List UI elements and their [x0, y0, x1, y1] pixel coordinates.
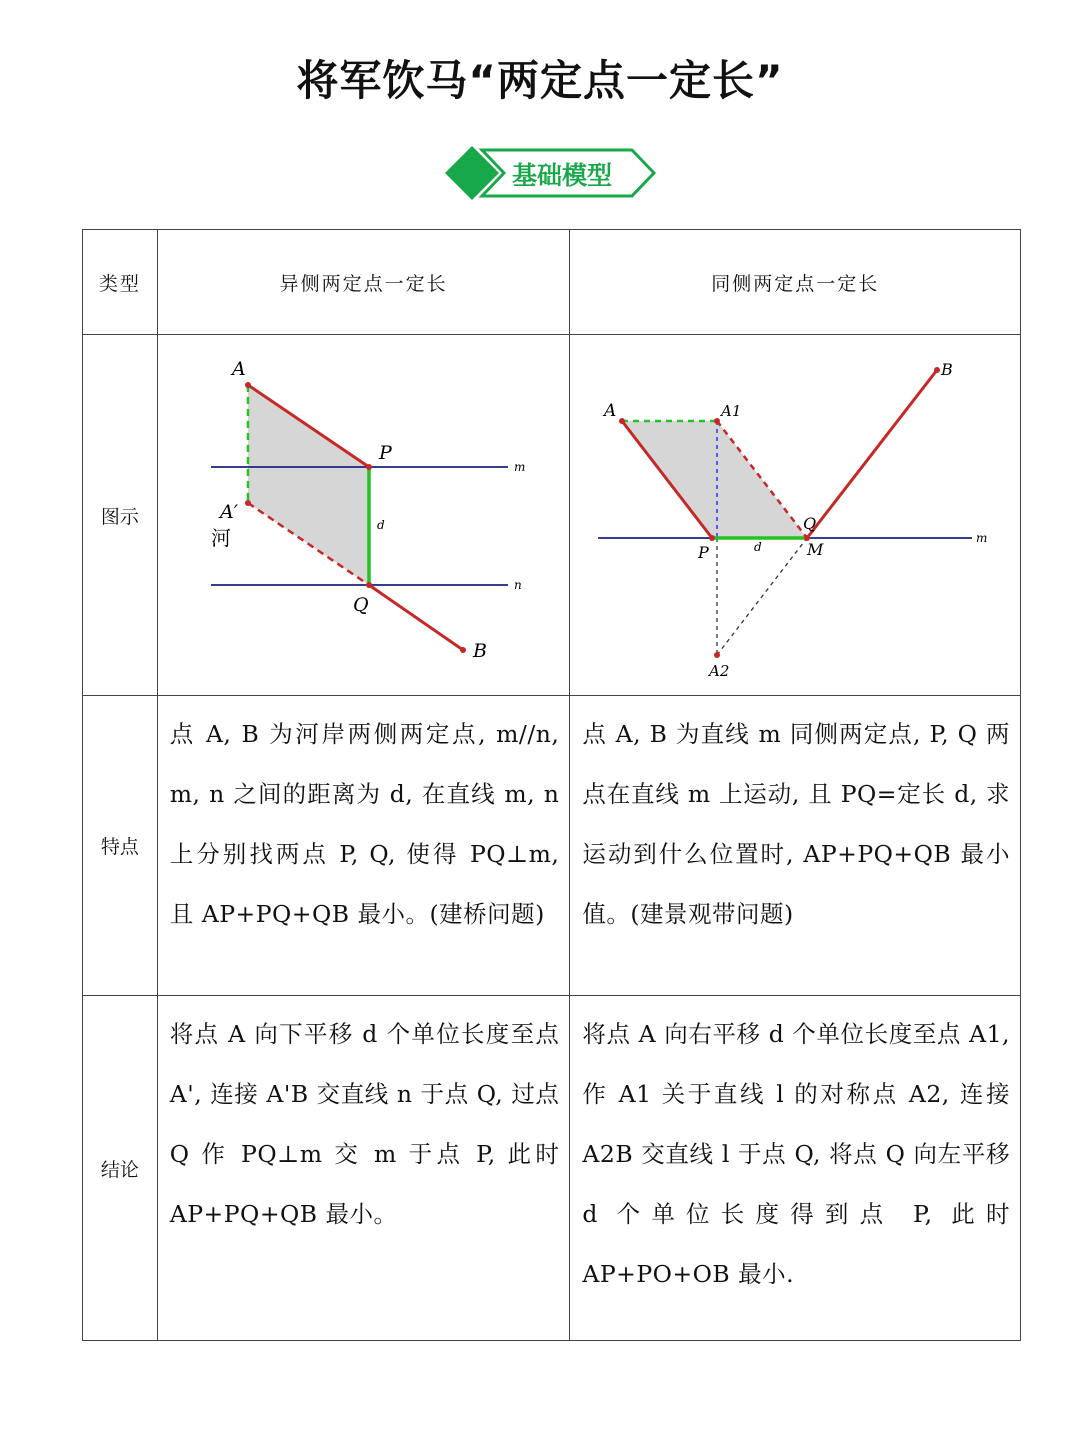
label-Q: Q	[352, 594, 369, 616]
diagram-right-cell	[570, 335, 1021, 696]
table-row-feature	[83, 696, 1021, 996]
label-d: d	[376, 518, 385, 532]
point-P	[709, 535, 715, 541]
row-label-diagram: 图示	[83, 335, 158, 696]
point-A	[245, 382, 251, 388]
feature-text-right: 点 A, B 为直线 m 同侧两定点, P, Q 两点在直线 m 上运动, 且 PQ=定长 d, 求运动到什么位置时, AP+PQ+QB 最小值。(建景观带问题)	[570, 696, 1021, 996]
label-A2: A2	[709, 662, 730, 680]
point-B	[460, 647, 466, 653]
label-B: B	[472, 640, 487, 662]
segment-QB	[369, 585, 463, 650]
label-P: P	[698, 543, 710, 562]
shaded-parallelogram	[622, 421, 807, 538]
label-B: B	[941, 360, 954, 379]
label-n: n	[513, 578, 522, 592]
row-label-conclusion: 结论	[83, 996, 158, 1341]
label-A: A	[604, 401, 617, 421]
row-label-feature: 特点	[83, 696, 158, 996]
label-d: d	[754, 540, 763, 554]
section-badge-label: 基础模型	[512, 161, 613, 190]
conclusion-text-left: 将点 A 向下平移 d 个单位长度至点 A', 连接 A'B 交直线 n 于点 Q, 过点 Q 作 PQ⊥m 交 m 于点 P, 此时 AP+PQ+QB 最小。	[157, 996, 570, 1341]
label-river: 河	[210, 526, 231, 550]
green-diamond-icon	[445, 146, 499, 200]
point-A	[619, 418, 625, 424]
point-A-prime	[245, 500, 251, 506]
label-P: P	[378, 442, 392, 464]
shaded-parallelogram	[248, 385, 369, 585]
header-type: 类型	[83, 230, 158, 335]
label-m: m	[513, 460, 526, 474]
label-Q: Q	[803, 514, 817, 533]
label-A: A	[231, 358, 246, 380]
label-A1: A1	[721, 402, 742, 420]
table-row-diagram	[83, 335, 1021, 696]
diagram-same-side	[570, 335, 1020, 695]
header-same-side: 同侧两定点一定长	[570, 230, 1021, 335]
header-opposite-side: 异侧两定点一定长	[157, 230, 570, 335]
segment-A2-Q	[717, 538, 807, 655]
point-Q	[366, 582, 372, 588]
diagram-opposite-side	[158, 335, 567, 695]
point-A2	[714, 652, 720, 658]
table-row-conclusion	[83, 996, 1021, 1341]
page-title: 将军饮马“两定点一定长”	[296, 56, 784, 105]
model-table	[82, 229, 1021, 1341]
point-A1	[714, 418, 720, 424]
feature-text-left: 点 A, B 为河岸两侧两定点, m//n, m, n 之间的距离为 d, 在直线 m, n 上分别找两点 P, Q, 使得 PQ⊥m, 且 AP+PQ+QB 最小。(建桥问题)	[157, 696, 570, 996]
label-m: m	[976, 531, 988, 545]
diagram-left-cell	[157, 335, 570, 696]
point-P	[366, 464, 372, 470]
table-header-row	[83, 230, 1021, 335]
label-A-prime: A′	[219, 501, 238, 523]
segment-QB	[807, 370, 937, 538]
label-M: M	[807, 540, 824, 559]
point-B	[934, 367, 940, 373]
conclusion-text-right: 将点 A 向右平移 d 个单位长度至点 A1, 作 A1 关于直线 l 的对称点 A2, 连接 A2B 交直线 l 于点 Q, 将点 Q 向左平移 d 个单位长度得到点 P, 此时 AP+PO+OB 最小.	[570, 996, 1021, 1341]
